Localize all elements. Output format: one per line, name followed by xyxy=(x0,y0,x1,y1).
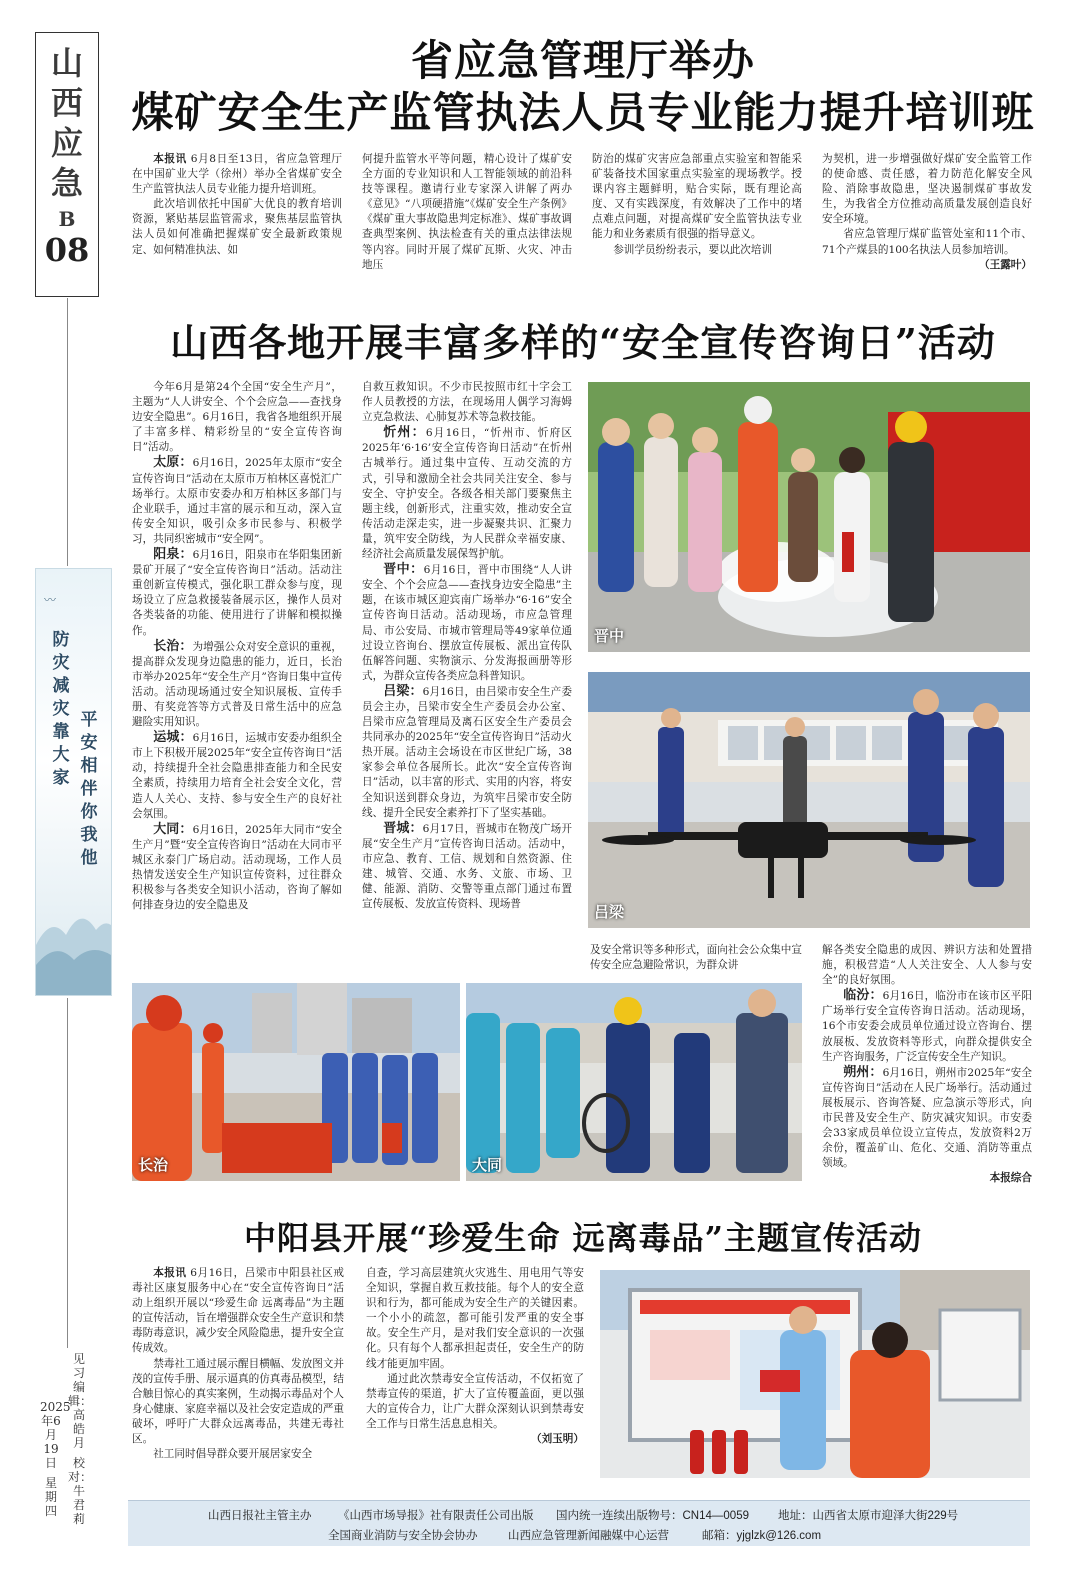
page-masthead xyxy=(35,32,99,297)
paragraph: 防治的煤矿灾害应急部重点实验室和智能采矿装备技术国家重点实验室的现场教学。授课内容主题鲜明，贴合实际，既有理论高度、又有实践深度，有效解决了工作中的堵点难点问题，对提高煤矿安全监管执法专业能力和业务素质有很强的指导意义。 xyxy=(592,153,802,241)
photo-lvliang-image xyxy=(588,672,1030,928)
photo-caption: 晋中 xyxy=(594,628,625,645)
photo-datong-image xyxy=(466,983,802,1181)
article1-col3 xyxy=(592,152,802,282)
paragraph: 及安全常识等多种形式，面向社会公众集中宣传安全应急避险常识，为群众讲 xyxy=(590,944,802,972)
footer-publisher: 山西日报社主管主办 xyxy=(208,1510,312,1522)
photo-caption: 吕梁 xyxy=(594,904,625,921)
side-credits xyxy=(68,1352,93,1526)
article1-col1 xyxy=(132,152,342,282)
photo-jinzhong-image xyxy=(588,382,1030,652)
article1-col2 xyxy=(362,152,572,282)
article1-title-line1: 省应急管理厅举办 xyxy=(410,36,755,85)
photo-datong xyxy=(466,983,802,1181)
issue-date xyxy=(40,1400,71,1518)
paragraph: 解各类安全隐患的成因、辨识方法和处置措施，积极营造“人人关注安全、人人参与安全”的良好氛围。 xyxy=(822,944,1032,987)
paragraph: 省应急管理厅煤矿监管处室和11个市、71个产煤县的100名执法人员参加培训。 xyxy=(822,228,1032,256)
dateline: 本报讯 xyxy=(153,153,187,165)
paragraph: 6月16日，临汾市在该市区平阳广场举行安全宣传咨询日活动。活动现场，16个市安委会成员单位通过设立咨询台、摆放展板、发放资料等形式，向群众提供安全生产咨询服务，广泛宣传安全生产知识。 xyxy=(822,990,1032,1063)
paragraph: 6月16日，2025年太原市“安全宣传咨询日”活动在太原市万柏林区喜悦汇广场举行。太原市安委办和万柏林区多部门与企业联手，通过丰富的展示和互动，深入宣传安全知识，吸引众多市民参与、积极学习，共同织密城市“安全网”。 xyxy=(132,457,342,545)
masthead-char: 急 xyxy=(50,164,83,202)
footer-issn: 国内统一连续出版物号：CN14—0059 xyxy=(556,1510,749,1522)
credit-proof: 校对：牛君莉 xyxy=(68,1456,93,1526)
paragraph: 6月16日，晋中市围绕“人人讲安全、个个会应急——查找身边安全隐患”主题，在该市城区迎宾南广场举办“6·16”安全宣传咨询日活动。活动现场，市应急管理局、市公安局、市城市管理局等49家单位通过设立咨询台、摆放宣传展板、派出宣传队伍解答问题、实物演示、分发海报画册等形式，为群众宣传各类应急科普知识。 xyxy=(362,564,572,682)
byline: 本报综合 xyxy=(989,1172,1032,1185)
paragraph: 6月17日，晋城市在物茂广场开展“安全生产月”宣传咨询日活动。活动中，市应急、教育、工信、规划和自然资源、住建、城管、交通、水务、文旅、市场、卫健、能源、消防、交警等重点部门通过布置宣传展板、发放宣传资料、现场普 xyxy=(362,822,572,911)
paragraph: 6月16日，朔州市2025年“安全宣传咨询日”活动在人民广场举行。活动通过展板展示、咨询答疑、应急演示等形式，向市民普及安全生产、防灾减灾知识。市安委会33家成员单位设立宣传点，发放资料2万余份，覆盖矿山、危化、交通、消防等重点领域。 xyxy=(822,1066,1032,1170)
byline: （王露叶） xyxy=(979,258,1032,271)
paragraph: 6月16日，“忻州市、忻府区2025年‘6·16’安全宣传咨询日活动”在忻州古城举行。通过集中宣传、互动交流的方式，引导和激励全社会共同关注安全、参与安全、守护安全。各级各相关部门要聚焦主题主线，创新形式，注重实效，推动安全宣传活动走深走实，进一步凝聚共识、汇聚力量，筑牢安全防线，为人民群众幸福安康、经济社会高质量发展保驾护航。 xyxy=(362,427,572,561)
page-number: 08 xyxy=(44,231,90,269)
paragraph: 通过此次禁毒安全宣传活动，不仅拓宽了禁毒宣传的渠道，扩大了宣传覆盖面，更以强大的宣传合力，让广大群众深刻认识到禁毒安全工作与日常生活息息相关。 xyxy=(366,1372,584,1430)
byline: （刘玉明） xyxy=(531,1433,584,1446)
paragraph: 6月16日，阳泉市在华阳集团新景矿开展了“安全宣传咨询日”活动。活动注重创新宣传模式，强化职工群众参与度，现场设立了应急救援装备展示区，操作人员对各类装备的功能、使用进行了讲解和模拟操作。 xyxy=(132,549,342,637)
city-label: 临汾： xyxy=(843,988,883,1004)
dateline: 本报讯 xyxy=(153,1267,187,1279)
photo-jinzhong xyxy=(588,382,1030,652)
article1-title-line2: 煤矿安全生产监管执法人员专业能力提升培训班 xyxy=(131,88,1035,137)
section-letter: B xyxy=(58,207,76,231)
city-label: 吕梁： xyxy=(383,683,423,699)
city-label: 朔州： xyxy=(843,1064,883,1080)
paragraph: 自查，学习高层建筑火灾逃生、用电用气等安全知识，掌握自救互救技能。每个人的安全意识和行为，都可能成为安全生产的关键因素。一个小小的疏忽，都可能引发严重的安全事故。安全生产月，是对我们安全意识的一次强化。只有每个人都承担起责任，安全生产的防线才能更加牢固。 xyxy=(366,1267,584,1370)
photo-changzhi-image xyxy=(132,983,460,1181)
city-label: 晋中： xyxy=(383,562,424,578)
article2-col-right xyxy=(822,943,1032,1188)
photo-zhongyang xyxy=(600,1270,1030,1478)
divider xyxy=(67,298,68,566)
photo-changzhi xyxy=(132,983,460,1181)
article2-jincheng-cont xyxy=(590,943,802,977)
city-label: 太原： xyxy=(153,455,193,471)
article2-col1 xyxy=(132,380,342,970)
paragraph: 社工同时倡导群众要开展居家安全 xyxy=(153,1448,313,1461)
paragraph: 为增强公众对安全意识的重视，提高群众发现身边隐患的能力，近日，长治市举办2025年“安全生产月”咨询日集中宣传活动。活动现场通过安全知识展板、宣传手册、有奖竞答等方式普及日常生活中的应急避险实用知识。 xyxy=(132,640,342,729)
slogan-line-2: 平安相伴你我他 xyxy=(80,710,98,868)
masthead-char: 山 xyxy=(50,44,83,82)
paragraph: 为契机，进一步增强做好煤矿安全监管工作的使命感、责任感，着力防范化解安全风险、消除事故隐患，坚决遏制煤矿事故发生，为我省全方位推动高质量发展创造良好安全环境。 xyxy=(822,153,1032,226)
article3-col2 xyxy=(366,1266,584,1482)
photo-zhongyang-image xyxy=(600,1270,1030,1478)
paragraph: 禁毒社工通过展示醒目横幅、发放图文并茂的宣传手册、展示逼真的仿真毒品模型，结合触目惊心的真实案例，生动揭示毒品对个人身心健康、家庭幸福以及社会安定造成的严重破坏，呼吁广大群众远离毒品，共建无毒社区。 xyxy=(132,1357,344,1446)
masthead-char: 应 xyxy=(50,124,83,162)
divider xyxy=(67,998,68,1348)
photo-caption: 长治 xyxy=(138,1157,169,1174)
article3-col1 xyxy=(132,1266,344,1482)
masthead-char: 西 xyxy=(50,84,83,122)
paragraph: 6月8日至13日，省应急管理厅在中国矿业大学（徐州）举办全省煤矿安全生产监管执法人员专业能力提升培训班。 xyxy=(132,153,342,196)
city-label: 长治： xyxy=(153,638,193,654)
credit-editor: 见习编辑：高皓月 xyxy=(68,1352,93,1450)
paragraph: 6月16日，吕梁市中阳县社区戒毒社区康复服务中心在“安全宣传咨询日”活动上组织开展以“珍爱生命 远离毒品”为主题的宣传活动，旨在增强群众安全生产意识和禁毒防毒意识，减少安全风险隐患，提升安全宣传成效。 xyxy=(132,1267,344,1355)
paragraph: 参训学员纷纷表示，要以此次培训 xyxy=(613,243,773,256)
city-label: 晋城： xyxy=(383,820,423,836)
paragraph: 何提升监管水平等问题，精心设计了煤矿安全方面的专业知识和人工智能领域的前沿科技等课程。邀请行业专家深入讲解了两办《意见》“八项硬措施”《煤矿安全生产条例》《煤矿重大事故隐患判定标准》、煤矿事故调查典型案例、执法检查有关的重点法律法规等内容。同时开展了煤矿瓦斯、火灾、冲击地压 xyxy=(362,153,572,271)
paragraph: 6月16日，2025年大同市“安全生产月”暨“安全宣传咨询日”活动在大同市平城区永泰门广场启动。活动现场，工作人员热情发送安全生产知识宣传资料，过往群众积极参与各类安全知识小活动，咨询了解如何排查身边的安全隐患及 xyxy=(132,823,342,912)
paragraph: 自救互救知识。不少市民按照市红十字会工作人员教授的方法，在现场用人偶学习海姆立克急救法、心肺复苏术等急救技能。 xyxy=(362,381,572,424)
footer-co-organizer: 全国商业消防与安全协会协办 xyxy=(328,1530,478,1542)
page-footer xyxy=(128,1500,1030,1546)
city-label: 阳泉： xyxy=(153,547,193,563)
paragraph: 此次培训依托中国矿大优良的教育培训资源，紧贴基层监管需求，聚焦基层监管执法人员如何准确把握煤矿安全最新政策规定、如何精准执法、如 xyxy=(132,198,342,256)
slogan-line-1: 防灾减灾靠大家 xyxy=(52,630,70,788)
photo-lvliang xyxy=(588,672,1030,928)
article2-title: 山西各地开展丰富多样的“安全宣传咨询日”活动 xyxy=(170,320,996,365)
paragraph: 6月16日，由吕梁市安全生产委员会主办，吕梁市安全生产委员会办公室、吕梁市应急管理局及离石区安全生产委员会共同承办的2025年“安全宣传咨询日”活动火热开展。活动主会场设在市区世纪广场，38家参会单位各展所长。此次“安全宣传咨询日”活动，以丰富的形式、实用的内容，将安全知识送到群众身边，为筑牢吕梁市安全防线、提升全民安全素养打下了坚实基础。 xyxy=(362,685,572,819)
footer-email: 邮箱：yjglzk@126.com xyxy=(702,1530,822,1542)
article3-title: 中阳县开展“珍爱生命 远离毒品”主题宣传活动 xyxy=(244,1219,922,1257)
footer-press: 《山西市场导报》社有限责任公司出版 xyxy=(338,1510,534,1522)
footer-operator: 山西应急管理新闻融媒中心运营 xyxy=(508,1530,669,1542)
footer-address: 地址：山西省太原市迎泽大街229号 xyxy=(778,1510,959,1522)
article2-col2 xyxy=(362,380,572,978)
paragraph: 今年6月是第24个全国“安全生产月”，主题为“人人讲安全、个个会应急——查找身边安全隐患”。6月16日，我省各地组织开展了丰富多样、精彩纷呈的“安全宣传咨询日”活动。 xyxy=(132,381,342,454)
bird-icon: 〰 xyxy=(44,593,57,607)
slogan-panel xyxy=(35,568,112,996)
mountain-illustration xyxy=(36,875,111,995)
date-text: 2025年6月19日 xyxy=(40,1400,71,1470)
paragraph: 6月16日，运城市安委办组织全市上下积极开展2025年“安全宣传咨询日”活动，持续提升全社会隐患排查能力和全民安全素质，持续用力培育全社会安全文化，营造人人关心、支持、参与安全生产的良好社会氛围。 xyxy=(132,732,342,820)
weekday-text: 星期四 xyxy=(44,1476,57,1518)
city-label: 运城： xyxy=(153,730,193,746)
photo-caption: 大同 xyxy=(472,1157,503,1174)
city-label: 忻州： xyxy=(383,425,426,441)
article1-col4 xyxy=(822,152,1032,282)
city-label: 大同： xyxy=(153,821,193,837)
masthead-name xyxy=(36,33,98,203)
